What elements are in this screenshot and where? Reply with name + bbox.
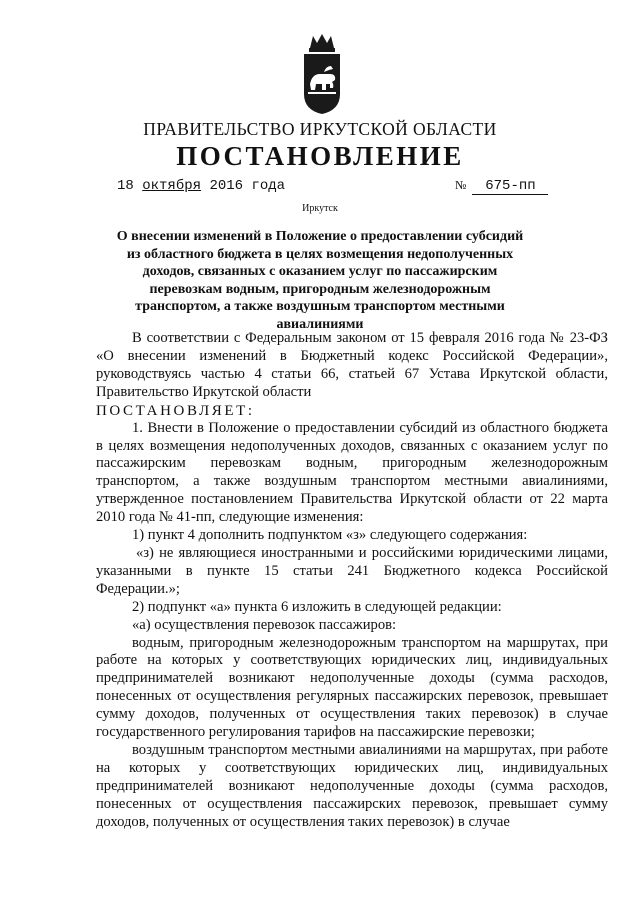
city: Иркутск [302, 203, 338, 214]
document-date [117, 178, 285, 194]
document-title: О внесении изменений в Положение о предоставлении субсидий из областного бюджета в целях возмещения недополученных доходов, связанных с оказанием услуг по пассажирским перевозкам водным, пригородным железнодорожным транспортом, а также воздушным транспортом местными авиалиниями [116, 229, 524, 332]
coat-of-arms-icon [302, 32, 342, 116]
document-number [455, 178, 548, 195]
paragraph-air: воздушным транспортом местными авиалиниями на маршрутах, при работе на которых у соответствующих юридических лиц, индивидуальных предпринимателей возникают недополученные доходы (сумма расходов, понесенных от осуществления пассажирских перевозок, превышает сумму доходов, полученных от осуществления таких перевозок) в случае [96, 741, 608, 830]
document-type: ПОСТАНОВЛЕНИЕ [176, 141, 464, 171]
item-1: 1. Внести в Положение о предоставлении субсидий из областного бюджета в целях возмещения недополученных доходов, связанных с оказанием услуг по пассажирским перевозкам водным, пригородным железнодорожным транспортом, а также воздушным транспортом местными авиалиниями, утвержденное постановлением Правительства Иркутской области от 22 марта 2010 года № 41-пп, следующие изменения: [96, 419, 608, 526]
subitem-1: 1) пункт 4 дополнить подпунктом «з» следующего содержания: [132, 527, 528, 544]
resolve-word: ПОСТАНОВЛЯЕТ: [96, 402, 255, 419]
date-suffix: года [251, 178, 286, 194]
document-body [96, 330, 608, 831]
date-month: октября [142, 178, 202, 194]
government-name: ПРАВИТЕЛЬСТВО ИРКУТСКОЙ ОБЛАСТИ [143, 119, 497, 139]
subitem-2-a: «а) осуществления перевозок пассажиров: [132, 616, 397, 633]
preamble: В соответствии с Федеральным законом от 15 февраля 2016 года № 23-ФЗ «О внесении изменений в Бюджетный кодекс Российской Федерации», руководствуясь частью 4 статьи 66, статьей 67 Устава Иркутской области, Правительство Иркутской области [96, 330, 608, 400]
date-day: 18 [117, 178, 134, 194]
subitem-1-text: «з) не являющиеся иностранными и российскими юридическими лицами, указанными в пункте 15 статьи 241 Бюджетного кодекса Российской Федерации.»; [96, 544, 608, 597]
date-year: 2016 [209, 178, 244, 194]
number-sign: № [455, 178, 467, 192]
number-value: 675-пп [472, 178, 548, 195]
paragraph-water-rail: водным, пригородным железнодорожным транспортом на маршрутах, при работе на которых у соответствующих юридических лиц, индивидуальных предпринимателей возникают недополученные доходы (сумма расходов, понесенных от осуществления регулярных пассажирских перевозок, превышает сумму доходов, полученных от осуществления таких перевозок) в случае государственного регулирования тарифов на пассажирские перевозки; [96, 634, 608, 741]
subitem-2: 2) подпункт «а» пункта 6 изложить в следующей редакции: [132, 598, 502, 615]
